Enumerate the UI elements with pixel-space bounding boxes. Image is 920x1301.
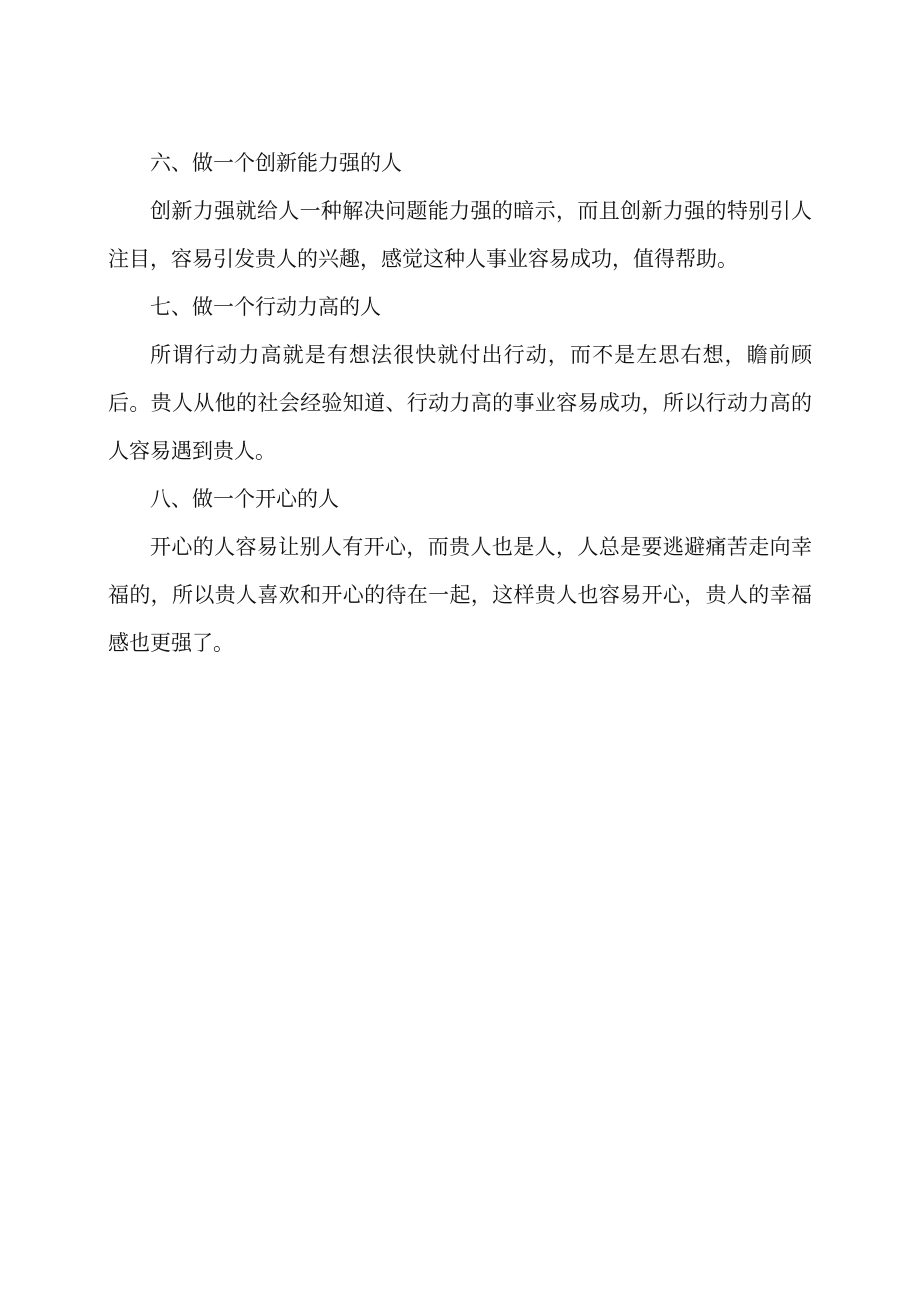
section-body-7: 所谓行动力高就是有想法很快就付出行动，而不是左思右想，瞻前顾后。贵人从他的社会经验知道、行动力高的事业容易成功，所以行动力高的人容易遇到贵人。	[108, 343, 812, 463]
section-body-8: 开心的人容易让别人有开心，而贵人也是人，人总是要逃避痛苦走向幸福的，所以贵人喜欢和开心的待在一起，这样贵人也容易开心，贵人的幸福感也更强了。	[108, 535, 812, 655]
section-heading-6: 六、做一个创新能力强的人	[150, 151, 402, 175]
section-heading-7: 七、做一个行动力高的人	[150, 295, 381, 319]
section-body-6: 创新力强就给人一种解决问题能力强的暗示，而且创新力强的特别引人注目，容易引发贵人的兴趣，感觉这种人事业容易成功，值得帮助。	[108, 199, 812, 271]
section-heading-8: 八、做一个开心的人	[150, 487, 339, 511]
